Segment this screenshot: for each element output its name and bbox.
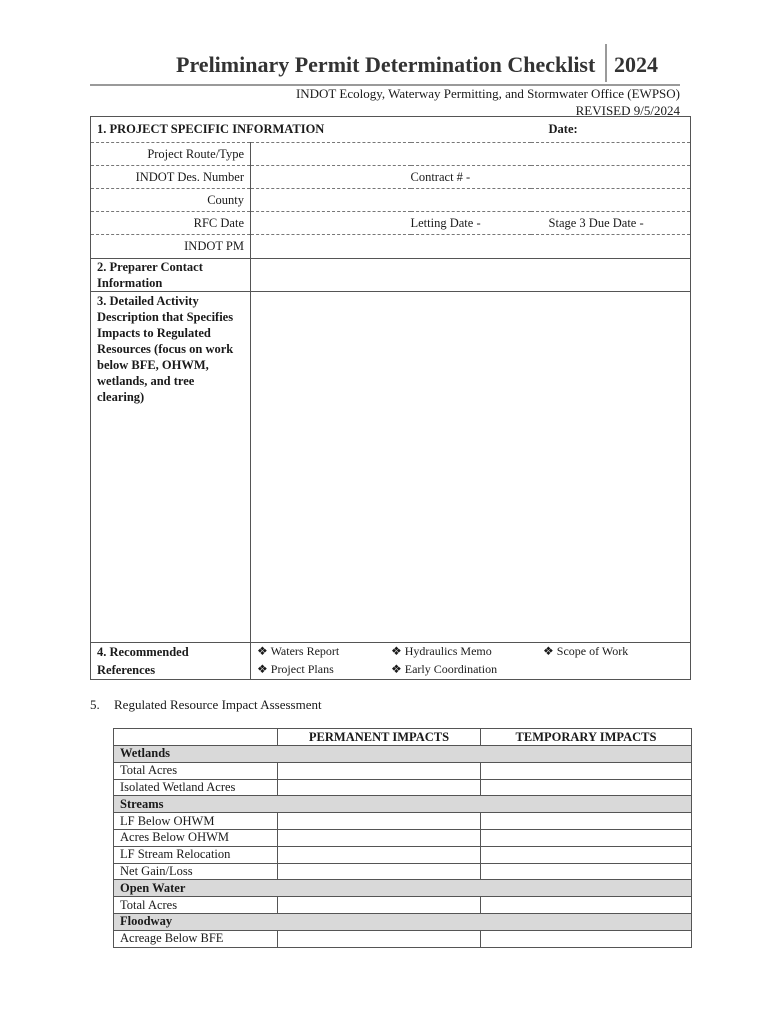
- county-field[interactable]: [251, 189, 691, 212]
- des-number-row: [91, 166, 691, 189]
- des-number-field[interactable]: [251, 166, 411, 189]
- diamond-bullet-icon: ❖: [391, 644, 402, 658]
- activity-description-row: [91, 292, 691, 643]
- preparer-field[interactable]: [251, 259, 691, 292]
- des-number-label: INDOT Des. Number: [91, 166, 251, 189]
- office-info: [296, 85, 680, 119]
- page-title: Preliminary Permit Determination Checklist: [176, 52, 596, 77]
- ref-hydraulics-memo[interactable]: ❖ Hydraulics Memo: [391, 644, 492, 658]
- stage3-due-label: Stage 3 Due Date -: [531, 212, 691, 235]
- row-label: LF Below OHWM: [114, 813, 278, 830]
- references-options: [251, 643, 691, 680]
- row-label: Acreage Below BFE: [114, 930, 278, 947]
- ref-early-coordination[interactable]: ❖ Early Coordination: [391, 662, 498, 676]
- temporary-cell[interactable]: [481, 829, 692, 846]
- group-row-streams: [114, 796, 692, 813]
- preparer-row: [91, 259, 691, 292]
- impact-assessment-table: [113, 728, 692, 948]
- temporary-cell[interactable]: [481, 930, 692, 947]
- permanent-cell[interactable]: [278, 897, 481, 914]
- county-label: County: [91, 189, 251, 212]
- row-label: Total Acres: [114, 897, 278, 914]
- permanent-impacts-header: PERMANENT IMPACTS: [278, 729, 481, 746]
- activity-description-label: 3. Detailed Activity Description that Specifies Impacts to Regulated Resources (focus on work below BFE, OHWM, wetlands, and tree clearing): [91, 292, 251, 643]
- table-row: [114, 846, 692, 863]
- row-label: Isolated Wetland Acres: [114, 779, 278, 796]
- group-row-wetlands: [114, 746, 692, 763]
- table-row: [114, 897, 692, 914]
- temporary-cell[interactable]: [481, 813, 692, 830]
- indot-pm-label: INDOT PM: [91, 235, 251, 259]
- date-label: Date:: [531, 117, 691, 143]
- impact-column-header-row: [114, 729, 692, 746]
- table-row: [114, 930, 692, 947]
- row-label: Net Gain/Loss: [114, 863, 278, 880]
- rfc-date-row: [91, 212, 691, 235]
- diamond-bullet-icon: ❖: [257, 644, 268, 658]
- diamond-bullet-icon: ❖: [391, 662, 402, 676]
- table-row: [114, 829, 692, 846]
- temporary-cell[interactable]: [481, 762, 692, 779]
- document-header: [90, 44, 680, 86]
- ref-scope-of-work[interactable]: ❖ Scope of Work: [543, 644, 629, 658]
- project-info-table: [90, 116, 691, 680]
- activity-description-field[interactable]: [251, 292, 691, 643]
- section5-title: Regulated Resource Impact Assessment: [114, 697, 322, 712]
- row-label: LF Stream Relocation: [114, 846, 278, 863]
- title-divider: [605, 44, 607, 82]
- row-label: Total Acres: [114, 762, 278, 779]
- table-row: [114, 813, 692, 830]
- group-label-wetlands: Wetlands: [114, 746, 692, 763]
- permanent-cell[interactable]: [278, 863, 481, 880]
- rfc-date-label: RFC Date: [91, 212, 251, 235]
- ref-project-plans[interactable]: ❖ Project Plans: [257, 662, 334, 676]
- rfc-date-field[interactable]: [251, 212, 411, 235]
- project-route-row: [91, 143, 691, 166]
- references-label: 4. Recommended References: [91, 643, 251, 680]
- temporary-impacts-header: TEMPORARY IMPACTS: [481, 729, 692, 746]
- permanent-cell[interactable]: [278, 762, 481, 779]
- section5-heading: [90, 697, 322, 713]
- group-row-open-water: [114, 880, 692, 897]
- permanent-cell[interactable]: [278, 813, 481, 830]
- temporary-cell[interactable]: [481, 779, 692, 796]
- section5-number: 5.: [90, 697, 100, 712]
- project-route-field[interactable]: [251, 143, 691, 166]
- table-row: [114, 762, 692, 779]
- group-label-open-water: Open Water: [114, 880, 692, 897]
- group-label-streams: Streams: [114, 796, 692, 813]
- contract-number-label: Contract # -: [411, 166, 691, 189]
- county-row: [91, 189, 691, 212]
- section1-heading: 1. PROJECT SPECIFIC INFORMATION: [91, 117, 531, 143]
- office-name: INDOT Ecology, Waterway Permitting, and Stormwater Office (EWPSO): [295, 86, 680, 101]
- permanent-cell[interactable]: [278, 846, 481, 863]
- table-row: [114, 863, 692, 880]
- indot-pm-field[interactable]: [251, 235, 691, 259]
- project-route-label: Project Route/Type: [91, 143, 251, 166]
- revised-date: REVISED 9/5/2024: [575, 103, 680, 118]
- indot-pm-row: [91, 235, 691, 259]
- letting-date-label: Letting Date -: [411, 212, 531, 235]
- temporary-cell[interactable]: [481, 846, 692, 863]
- permanent-cell[interactable]: [278, 779, 481, 796]
- diamond-bullet-icon: ❖: [257, 662, 268, 676]
- permanent-cell[interactable]: [278, 829, 481, 846]
- preparer-label: 2. Preparer Contact Information: [91, 259, 251, 292]
- impact-corner-cell: [114, 729, 278, 746]
- ref-waters-report[interactable]: ❖ Waters Report: [257, 644, 340, 658]
- diamond-bullet-icon: ❖: [543, 644, 554, 658]
- header-year: 2024: [614, 52, 658, 77]
- table-row: [114, 779, 692, 796]
- temporary-cell[interactable]: [481, 897, 692, 914]
- row-label: Acres Below OHWM: [114, 829, 278, 846]
- section1-header-row: [91, 117, 691, 143]
- temporary-cell[interactable]: [481, 863, 692, 880]
- group-row-floodway: [114, 913, 692, 930]
- group-label-floodway: Floodway: [114, 913, 692, 930]
- references-row: [91, 643, 691, 680]
- permanent-cell[interactable]: [278, 930, 481, 947]
